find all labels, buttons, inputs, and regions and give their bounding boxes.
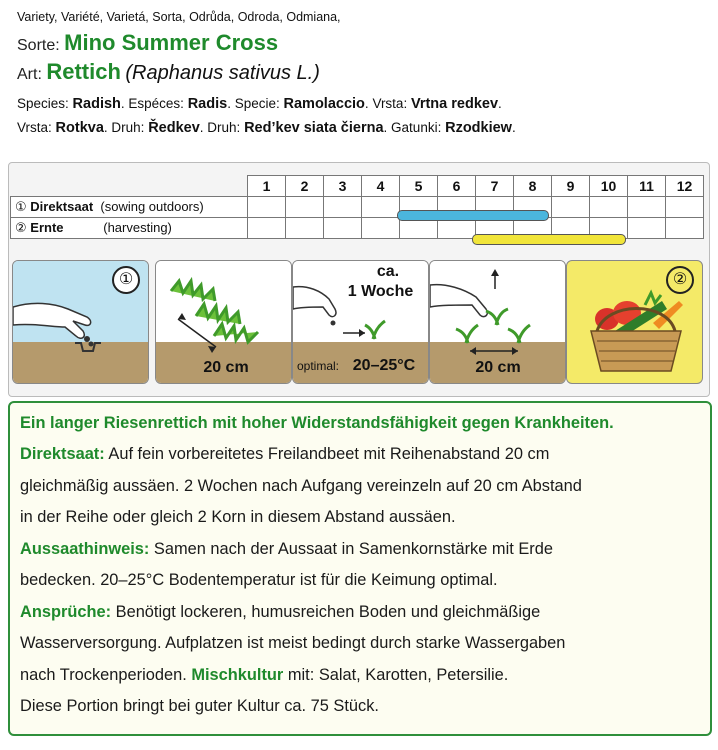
month-9: 9 (552, 176, 590, 197)
calendar-row-sowing (11, 197, 704, 218)
row-name: Direktsaat (30, 199, 94, 214)
row-label-sowing (11, 197, 248, 218)
ansprueche-heading: Ansprüche: (20, 602, 112, 621)
direktsaat-line-1 (20, 439, 710, 471)
species-value: Radish (72, 96, 121, 112)
aussaat-line-1 (20, 534, 710, 566)
species-value: Vrtna redkev (410, 96, 499, 112)
direktsaat-heading: Direktsaat: (20, 445, 105, 463)
row-note: (harvesting) (103, 220, 172, 235)
species-label: Specie: (234, 96, 280, 111)
step-number: ② (15, 220, 27, 235)
species-label: Gatunki: (391, 120, 442, 135)
species-label: Vrsta: (372, 96, 408, 111)
picto-sowing (12, 260, 149, 384)
month-6: 6 (438, 176, 476, 197)
month-12: 12 (666, 176, 704, 197)
month-7: 7 (476, 176, 514, 197)
species-value: Radis (187, 96, 228, 112)
instructions-box (8, 401, 712, 736)
ansprueche-line-2: Wasserversorgung. Aufplatzen ist meist bedingt durch starke Wassergaben (20, 634, 566, 652)
harvest-period-bar (472, 234, 626, 245)
step-number: ① (15, 199, 27, 214)
art-latin: (Raphanus sativus L.) (125, 62, 320, 84)
body-text: Auf fein vorbereitetes Freilandbeet mit Reihenabstand 20 cm (108, 445, 550, 463)
species-value: Ředkev (148, 120, 200, 136)
species-value: Red’kev siata čierna (244, 120, 384, 136)
species-label: Druh: (111, 120, 145, 135)
month-11: 11 (628, 176, 666, 197)
month-3: 3 (324, 176, 362, 197)
packet-header (17, 8, 707, 139)
ansprueche-line-1 (20, 597, 710, 629)
month-5: 5 (400, 176, 438, 197)
month-2: 2 (286, 176, 324, 197)
species-line-1: Species: Radish. Espéces: Radis. Specie: Ramolaccio. Vrsta: Vrtna redkev. (17, 96, 502, 112)
body-text: Samen nach der Aussaat in Samenkornstärke mit Erde (153, 539, 553, 558)
sowing-calendar (10, 175, 704, 239)
sowing-hand-icon (13, 261, 148, 383)
aussaat-heading: Aussaathinweis: (20, 539, 150, 558)
species-label: Species: (17, 96, 69, 111)
art-label: Art: (17, 66, 42, 83)
month-1: 1 (248, 176, 286, 197)
art-row (17, 60, 707, 87)
ansprueche-line-3 (20, 660, 710, 692)
picto-harvest (566, 260, 703, 384)
germination-approx: ca. (376, 263, 400, 280)
optimal-label: optimal: (297, 359, 340, 373)
sorte-row (17, 31, 707, 58)
species-line-2: Vrsta: Rotkva. Druh: Ředkev. Druh: Red’kev siata čierna. Gatunki: Rzodkiew. (17, 120, 516, 136)
spacing-label: 20 cm (203, 359, 249, 376)
species-label: Espéces: (128, 96, 184, 111)
variety-description: Ein langer Riesenrettich mit hoher Widerstandsfähigkeit gegen Krankheiten. (20, 414, 614, 432)
aussaat-line-2: bedecken. 20–25°C Bodentemperatur ist für die Keimung optimal. (20, 571, 498, 589)
direktsaat-line-3: in der Reihe oder gleich 2 Korn in diesem Abstand aussäen. (20, 508, 456, 526)
month-8: 8 (514, 176, 552, 197)
picto-row-spacing (155, 260, 292, 384)
mischkultur-heading: Mischkultur (191, 665, 284, 684)
species-value: Rotkva (55, 120, 104, 136)
species-label: Druh: (207, 120, 241, 135)
harvest-basket-icon (567, 261, 702, 383)
optimal-temperature: 20–25°C (352, 357, 416, 374)
variety-line: Variety, Variété, Varietá, Sorta, Odrůda, Odroda, Odmiana, (17, 10, 341, 24)
species-value: Ramolaccio (283, 96, 365, 112)
thinning-spacing: 20 cm (475, 359, 521, 376)
row-note: (sowing outdoors) (100, 199, 204, 214)
portion-line: Diese Portion bringt bei guter Kultur ca. 75 Stück. (20, 697, 379, 715)
sowing-period-bar (397, 210, 549, 221)
row-name: Ernte (30, 220, 64, 235)
picto-germination (292, 260, 429, 384)
art-name: Rettich (46, 59, 121, 84)
row-label-harvest (11, 218, 248, 239)
body-text: mit: Salat, Karotten, Petersilie. (287, 665, 509, 684)
germination-time: 1 Woche (347, 283, 414, 300)
variety-name: Mino Summer Cross (64, 30, 279, 55)
month-10: 10 (590, 176, 628, 197)
calendar-corner (11, 176, 248, 197)
month-4: 4 (362, 176, 400, 197)
species-label: Vrsta: (17, 120, 52, 135)
step-1-badge: ① (112, 266, 140, 294)
step-2-badge: ② (666, 266, 694, 294)
body-text: nach Trockenperioden. (20, 665, 187, 684)
picto-thinning (429, 260, 566, 384)
species-value: Rzodkiew (445, 120, 512, 136)
body-text: Benötigt lockeren, humusreichen Boden und gleichmäßige (115, 602, 541, 621)
direktsaat-line-2: gleichmäßig aussäen. 2 Wochen nach Aufgang vereinzeln auf 20 cm Abstand (20, 476, 582, 495)
sorte-label: Sorte: (17, 37, 60, 54)
